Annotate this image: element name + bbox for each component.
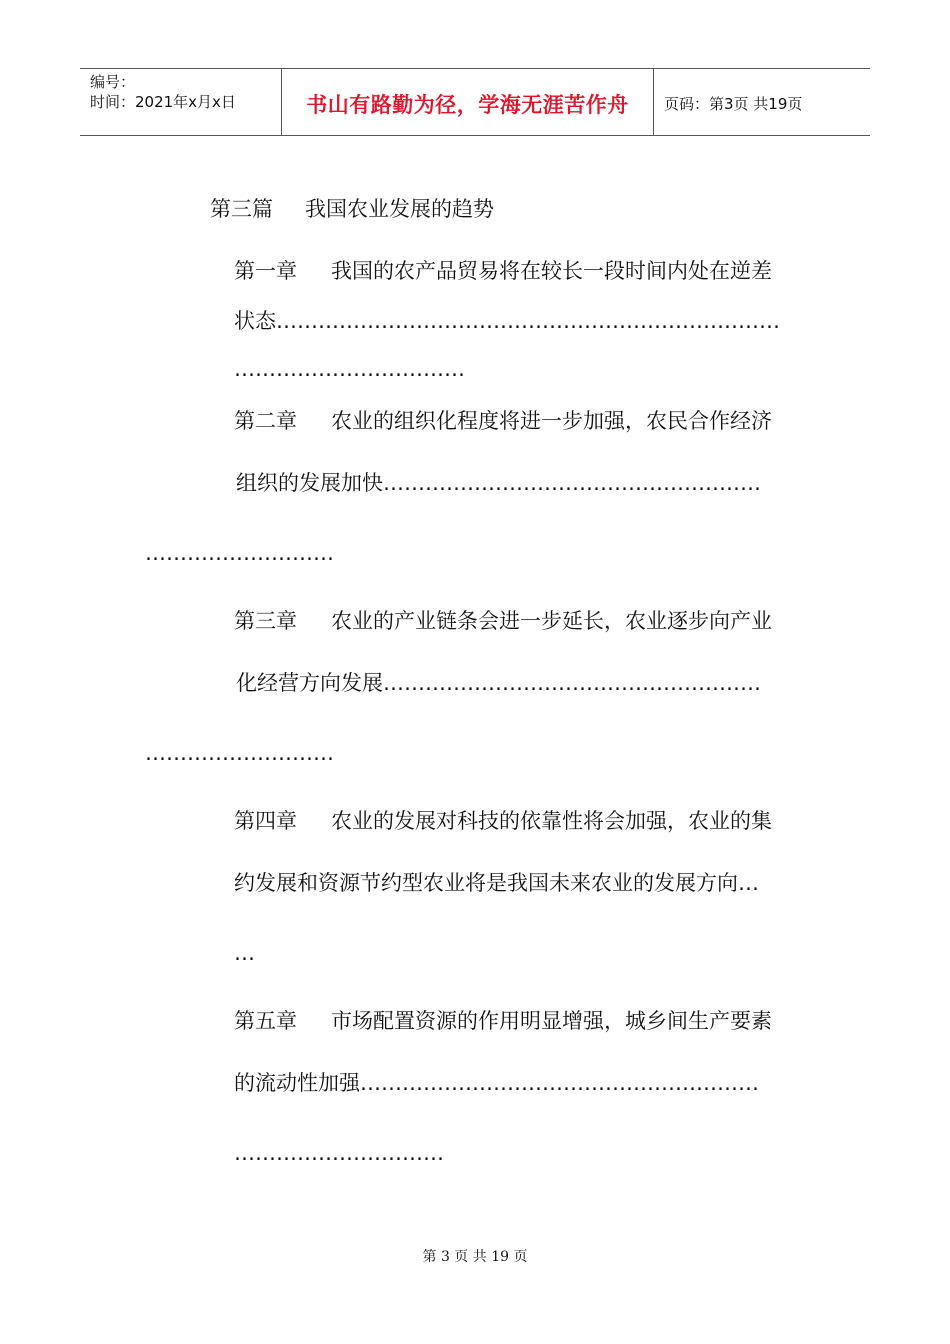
chapter-3-line-2: 化经营方向发展……………………………………………… (236, 671, 761, 695)
page-footer: 第 3 页 共 19 页 (422, 1249, 528, 1265)
motto-text: 书山有路勤为径，学海无涯苦作舟 (306, 93, 629, 117)
chapter-label: 第四章 (234, 809, 297, 833)
chapter-5-line-1 (234, 1006, 772, 1036)
chapter-1-line-3: …………………………… (234, 357, 465, 381)
header-table (80, 68, 870, 136)
chapter-2-line-1 (234, 406, 772, 436)
header-meta-cell (80, 69, 282, 135)
section-label: 第三篇 (210, 197, 273, 221)
chapter-2-line-2: 组织的发展加快……………………………………………… (236, 471, 761, 495)
chapter-3-line-3: ……………………… (145, 741, 334, 765)
chapter-label: 第二章 (234, 409, 297, 433)
chapter-text: 农业的发展对科技的依靠性将会加强，农业的集 (331, 809, 772, 833)
chapter-5-line-3: ………………………… (234, 1141, 444, 1165)
chapter-1-line-2: 状态……………………………………………………………… (234, 309, 780, 333)
chapter-5-line-2: 的流动性加强………………………………………………… (234, 1071, 759, 1095)
header-motto-cell (282, 69, 654, 135)
chapter-label: 第五章 (234, 1009, 297, 1033)
chapter-label: 第三章 (234, 609, 297, 633)
chapter-text: 农业的组织化程度将进一步加强，农民合作经济 (331, 409, 772, 433)
number-label: 编号： (90, 73, 136, 91)
header-page-cell (654, 69, 870, 135)
chapter-text: 农业的产业链条会进一步延长，农业逐步向产业 (331, 609, 772, 633)
section-heading (210, 194, 494, 224)
chapter-4-line-3: … (234, 941, 255, 965)
date-label: 时间：2021年x月x日 (90, 93, 236, 111)
section-title: 我国农业发展的趋势 (305, 197, 494, 221)
chapter-4-line-2: 约发展和资源节约型农业将是我国未来农业的发展方向… (234, 871, 759, 895)
chapter-label: 第一章 (234, 259, 297, 283)
chapter-3-line-1 (234, 606, 772, 636)
chapter-2-line-3: ……………………… (145, 541, 334, 565)
chapter-text: 市场配置资源的作用明显增强，城乡间生产要素 (331, 1009, 772, 1033)
page-info: 页码：第3页 共19页 (664, 95, 803, 113)
chapter-text: 我国的农产品贸易将在较长一段时间内处在逆差 (331, 259, 772, 283)
chapter-1-line-1 (234, 256, 772, 286)
chapter-4-line-1 (234, 806, 772, 836)
